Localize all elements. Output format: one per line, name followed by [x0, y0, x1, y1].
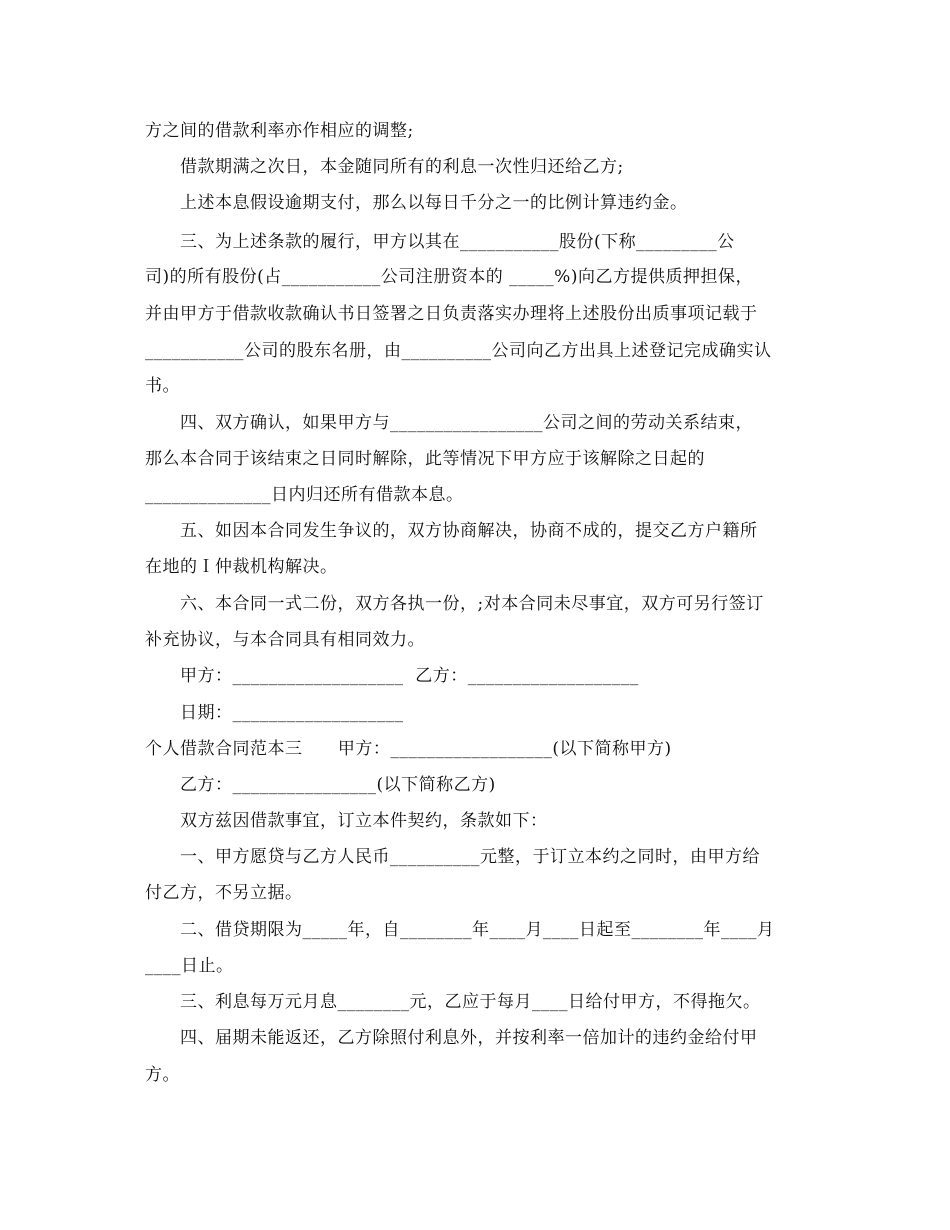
text-line: ____日止。: [145, 956, 234, 976]
text-line: 四、双方确认，如果甲方与_________________公司之间的劳动关系结束，: [180, 413, 753, 433]
text-line: 补充协议，与本合同具有相同效力。: [145, 630, 425, 650]
text-line: 并由甲方于借款收款确认书日签署之日负责落实办理将上述股份出质事项记载于: [145, 304, 758, 324]
text-line: 五、如因本合同发生争议的，双方协商解决，协商不成的，提交乙方户籍所: [180, 521, 758, 541]
text-line: 三、为上述条款的履行，甲方以其在___________股份(下称_________公: [180, 232, 735, 252]
text-line: 乙方：________________(以下简称乙方): [180, 775, 496, 795]
text-line: 那么本合同于该结束之日同时解除，此等情况下甲方应于该解除之日起的: [145, 449, 705, 469]
text-line: 司)的所有股份(占___________公司注册资本的 _____%)向乙方提供质押担保，: [145, 267, 753, 287]
text-line: 书。: [145, 376, 180, 396]
text-line: 六、本合同一式二份，双方各执一份，;对本合同未尽事宜，双方可另行签订: [180, 594, 764, 614]
text-line: 双方兹因借款事宜，订立本件契约，条款如下：: [180, 811, 548, 831]
section-title-line: 个人借款合同范本三 甲方：__________________(以下简称甲方): [145, 739, 672, 759]
signature-line: 甲方：___________________ 乙方：___________________: [180, 666, 639, 686]
text-line: 一、甲方愿贷与乙方人民币__________元整，于订立本约之同时，由甲方给: [180, 847, 760, 867]
text-line: ______________日内归还所有借款本息。: [145, 485, 464, 505]
text-line: 在地的Ｉ仲裁机构解决。: [145, 557, 338, 577]
date-line: 日期：___________________: [180, 703, 404, 723]
text-line: 方。: [145, 1065, 180, 1085]
text-line: 三、利息每万元月息________元，乙应于每月____日给付甲方，不得拖欠。: [180, 992, 761, 1012]
text-line: 二、借贷期限为_____年，自________年____月____日起至________年____月: [180, 920, 775, 940]
text-line: 上述本息假设逾期支付，那么以每日千分之一的比例计算违约金。: [180, 193, 688, 213]
text-line: 借款期满之次日，本金随同所有的利息一次性归还给乙方;: [180, 157, 624, 177]
text-line: 四、届期未能返还，乙方除照付利息外，并按利率一倍加计的违约金给付甲: [180, 1028, 758, 1048]
text-line: 方之间的借款利率亦作相应的调整;: [145, 121, 414, 141]
text-line: 付乙方，不另立据。: [145, 883, 303, 903]
text-line: ___________公司的股东名册，由__________公司向乙方出具上述登记完成确实认: [145, 341, 772, 361]
